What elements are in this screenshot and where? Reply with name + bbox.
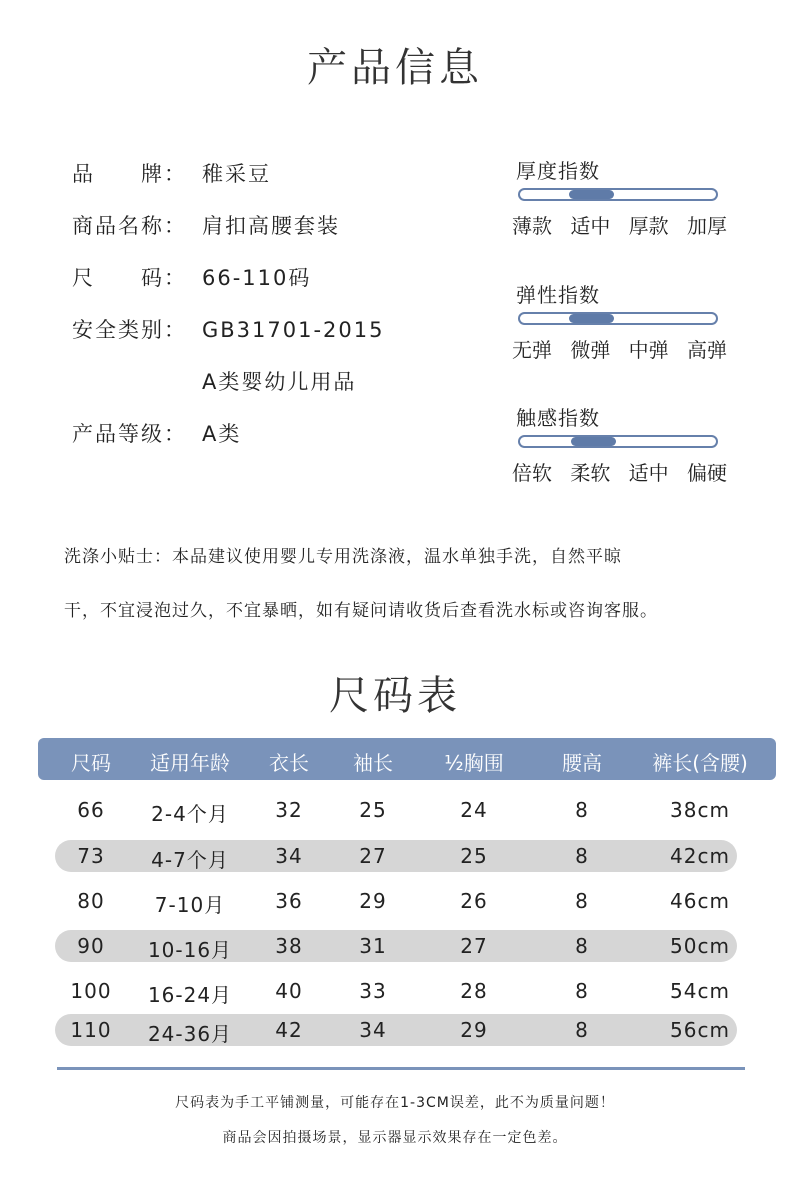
column-header: 腰高	[562, 751, 602, 775]
index-fill	[569, 314, 614, 323]
table-cell: 31	[359, 934, 387, 958]
index-option: 无弹	[512, 338, 552, 362]
table-cell: 8	[575, 798, 589, 822]
info-value: 肩扣高腰套装	[202, 214, 340, 238]
table-row	[55, 975, 737, 1007]
table-cell: 28	[460, 979, 488, 1003]
table-cell: 32	[275, 798, 303, 822]
info-label: 安全类别：	[72, 318, 187, 342]
index-option: 倍软	[512, 461, 552, 485]
table-cell: 34	[275, 844, 303, 868]
footer-note-2: 商品会因拍摄场景，显示器显示效果存在一定色差。	[222, 1130, 568, 1146]
info-field	[72, 366, 356, 396]
index-option: 中弹	[628, 338, 669, 362]
info-field	[72, 158, 271, 188]
table-cell: 29	[460, 1018, 488, 1042]
column-header: 裤长(含腰)	[652, 751, 748, 775]
table-cell: 8	[575, 1018, 589, 1042]
table-cell: 33	[359, 979, 387, 1003]
wash-tip-line2: 干，不宜浸泡过久，不宜暴晒，如有疑问请收货后查看洗水标或咨询客服。	[64, 601, 658, 621]
table-row	[55, 1014, 737, 1046]
table-cell: 8	[575, 934, 589, 958]
product-info-title: 产品信息	[307, 45, 483, 91]
table-row	[55, 794, 737, 826]
wash-tip-line1: 洗涤小贴士：本品建议使用婴儿专用洗涤液，温水单独手洗，自然平晾	[64, 547, 622, 567]
info-field	[72, 210, 340, 240]
index-option: 偏硬	[686, 461, 727, 485]
size-table-header	[38, 738, 776, 780]
index-option: 薄款	[512, 214, 552, 238]
index-option: 适中	[628, 461, 669, 485]
index-title: 触感指数	[516, 406, 600, 430]
info-value: A类婴幼儿用品	[202, 370, 357, 394]
column-header: 袖长	[353, 751, 393, 775]
table-cell: 56cm	[670, 1018, 730, 1042]
index-slider	[518, 188, 718, 201]
footer-note-1: 尺码表为手工平铺测量，可能存在1-3CM误差，此不为质量问题！	[175, 1095, 615, 1111]
index-title: 厚度指数	[516, 159, 600, 183]
info-value: A类	[202, 422, 242, 446]
table-cell: 24-36月	[147, 1022, 233, 1046]
info-value: 66-110码	[202, 266, 312, 290]
table-cell: 46cm	[670, 889, 730, 913]
column-header: 衣长	[269, 751, 309, 775]
column-header: 适用年龄	[150, 751, 230, 775]
index-option: 柔软	[570, 461, 611, 485]
table-cell: 50cm	[670, 934, 730, 958]
index-options	[512, 334, 727, 363]
table-cell: 8	[575, 979, 589, 1003]
info-field	[72, 314, 385, 344]
table-cell: 4-7个月	[151, 848, 229, 872]
table-cell: 10-16月	[147, 938, 233, 962]
size-table-title: 尺码表	[329, 673, 461, 719]
table-cell: 25	[460, 844, 488, 868]
table-cell: 40	[275, 979, 303, 1003]
table-cell: 42cm	[670, 844, 730, 868]
divider	[57, 1067, 745, 1070]
index-option: 高弹	[686, 338, 727, 362]
info-label: 产品等级：	[72, 422, 187, 446]
table-cell: 24	[460, 798, 488, 822]
index-fill	[569, 190, 614, 199]
table-cell: 42	[275, 1018, 303, 1042]
index-slider	[518, 435, 718, 448]
table-cell: 8	[575, 889, 589, 913]
table-cell: 8	[575, 844, 589, 868]
index-title: 弹性指数	[516, 283, 600, 307]
table-row	[55, 930, 737, 962]
index-option: 厚款	[628, 214, 669, 238]
index-option: 适中	[570, 214, 611, 238]
info-label: 商品名称：	[72, 214, 187, 238]
table-row	[55, 885, 737, 917]
table-cell: 80	[77, 889, 105, 913]
column-header: ½胸围	[444, 751, 504, 775]
table-cell: 27	[460, 934, 488, 958]
table-cell: 7-10月	[154, 893, 226, 917]
table-cell: 110	[70, 1018, 112, 1042]
info-label: 尺 码：	[72, 266, 187, 290]
table-cell: 66	[77, 798, 105, 822]
table-cell: 90	[77, 934, 105, 958]
table-cell: 27	[359, 844, 387, 868]
info-field	[72, 418, 241, 448]
table-cell: 54cm	[670, 979, 730, 1003]
table-cell: 38	[275, 934, 303, 958]
index-slider	[518, 312, 718, 325]
info-value: GB31701-2015	[202, 318, 385, 342]
table-cell: 38cm	[670, 798, 730, 822]
table-cell: 100	[70, 979, 112, 1003]
table-cell: 34	[359, 1018, 387, 1042]
table-cell: 2-4个月	[151, 802, 229, 826]
index-option: 微弹	[570, 338, 611, 362]
column-header: 尺码	[71, 751, 111, 775]
table-cell: 36	[275, 889, 303, 913]
index-options	[512, 210, 727, 239]
table-cell: 26	[460, 889, 488, 913]
table-cell: 25	[359, 798, 387, 822]
table-cell: 29	[359, 889, 387, 913]
index-options	[512, 457, 727, 486]
table-row	[55, 840, 737, 872]
table-cell: 73	[77, 844, 105, 868]
info-field	[72, 262, 311, 292]
index-option: 加厚	[686, 214, 727, 238]
info-label: 品 牌：	[72, 162, 187, 186]
index-fill	[571, 437, 616, 446]
table-cell: 16-24月	[147, 983, 233, 1007]
info-value: 稚采豆	[202, 162, 271, 186]
